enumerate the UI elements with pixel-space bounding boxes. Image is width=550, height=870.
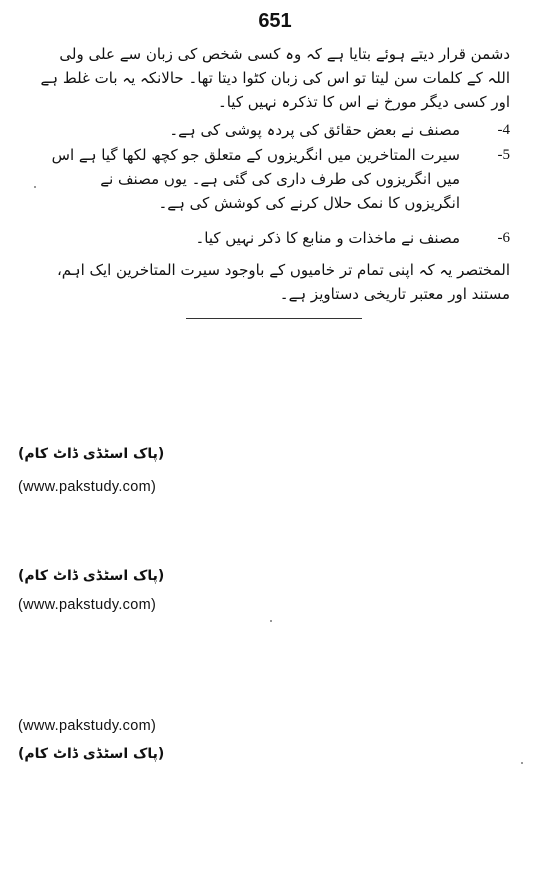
list-item-number: -6 [497, 230, 510, 246]
section-divider [186, 318, 362, 319]
watermark-url: (www.pakstudy.com) [18, 718, 157, 734]
list-item-text: مصنف نے بعض حقائق کی پردہ پوشی کی ہے۔ [169, 121, 460, 139]
conclusion-paragraph: المختصر یہ کہ اپنی تمام تر خامیوں کے باوجود سیرت المتاخرین ایک اہم، مستند اور معتبر تاریخی دستاویز ہے۔ [56, 261, 510, 303]
list-item-text: سیرت المتاخرین میں انگریزوں کے متعلق جو کچھ لکھا گیا ہے اس میں انگریزوں کی طرف داری کی گئی ہے۔ یوں مصنف نے انگریزوں کا نمک حلال کرنے کی کوشش کی ہے۔ [51, 146, 460, 212]
list-item-5 [40, 143, 510, 215]
intro-paragraph: دشمن قرار دیتے ہوئے بتایا ہے کہ وہ کسی شخص کی زبان سے علی ولی اللہ کے کلمات سن لیتا تو اس کی زبان کٹوا دیتا تھا۔ حالانکہ یہ بات غلط ہے اور کسی دیگر مورخ نے اس کا تذکرہ نہیں کیا۔ [40, 45, 510, 111]
watermark-urdu: (پاک اسٹڈی ڈاٹ کام) [18, 446, 165, 462]
watermark-urdu: (پاک اسٹڈی ڈاٹ کام) [18, 568, 165, 584]
list-item-4 [40, 118, 510, 142]
list-item-number: -4 [497, 122, 510, 138]
scan-speck [34, 186, 36, 188]
watermark-url: (www.pakstudy.com) [18, 479, 157, 495]
scan-speck [521, 762, 523, 764]
list-item-number: -5 [497, 147, 510, 163]
page-number: 651 [258, 10, 292, 32]
watermark-urdu: (پاک اسٹڈی ڈاٹ کام) [18, 746, 165, 762]
list-item-6 [40, 226, 510, 250]
list-item-text: مصنف نے ماخذات و منابع کا ذکر نہیں کیا۔ [195, 229, 460, 247]
scan-speck [270, 620, 272, 622]
watermark-url: (www.pakstudy.com) [18, 597, 157, 613]
